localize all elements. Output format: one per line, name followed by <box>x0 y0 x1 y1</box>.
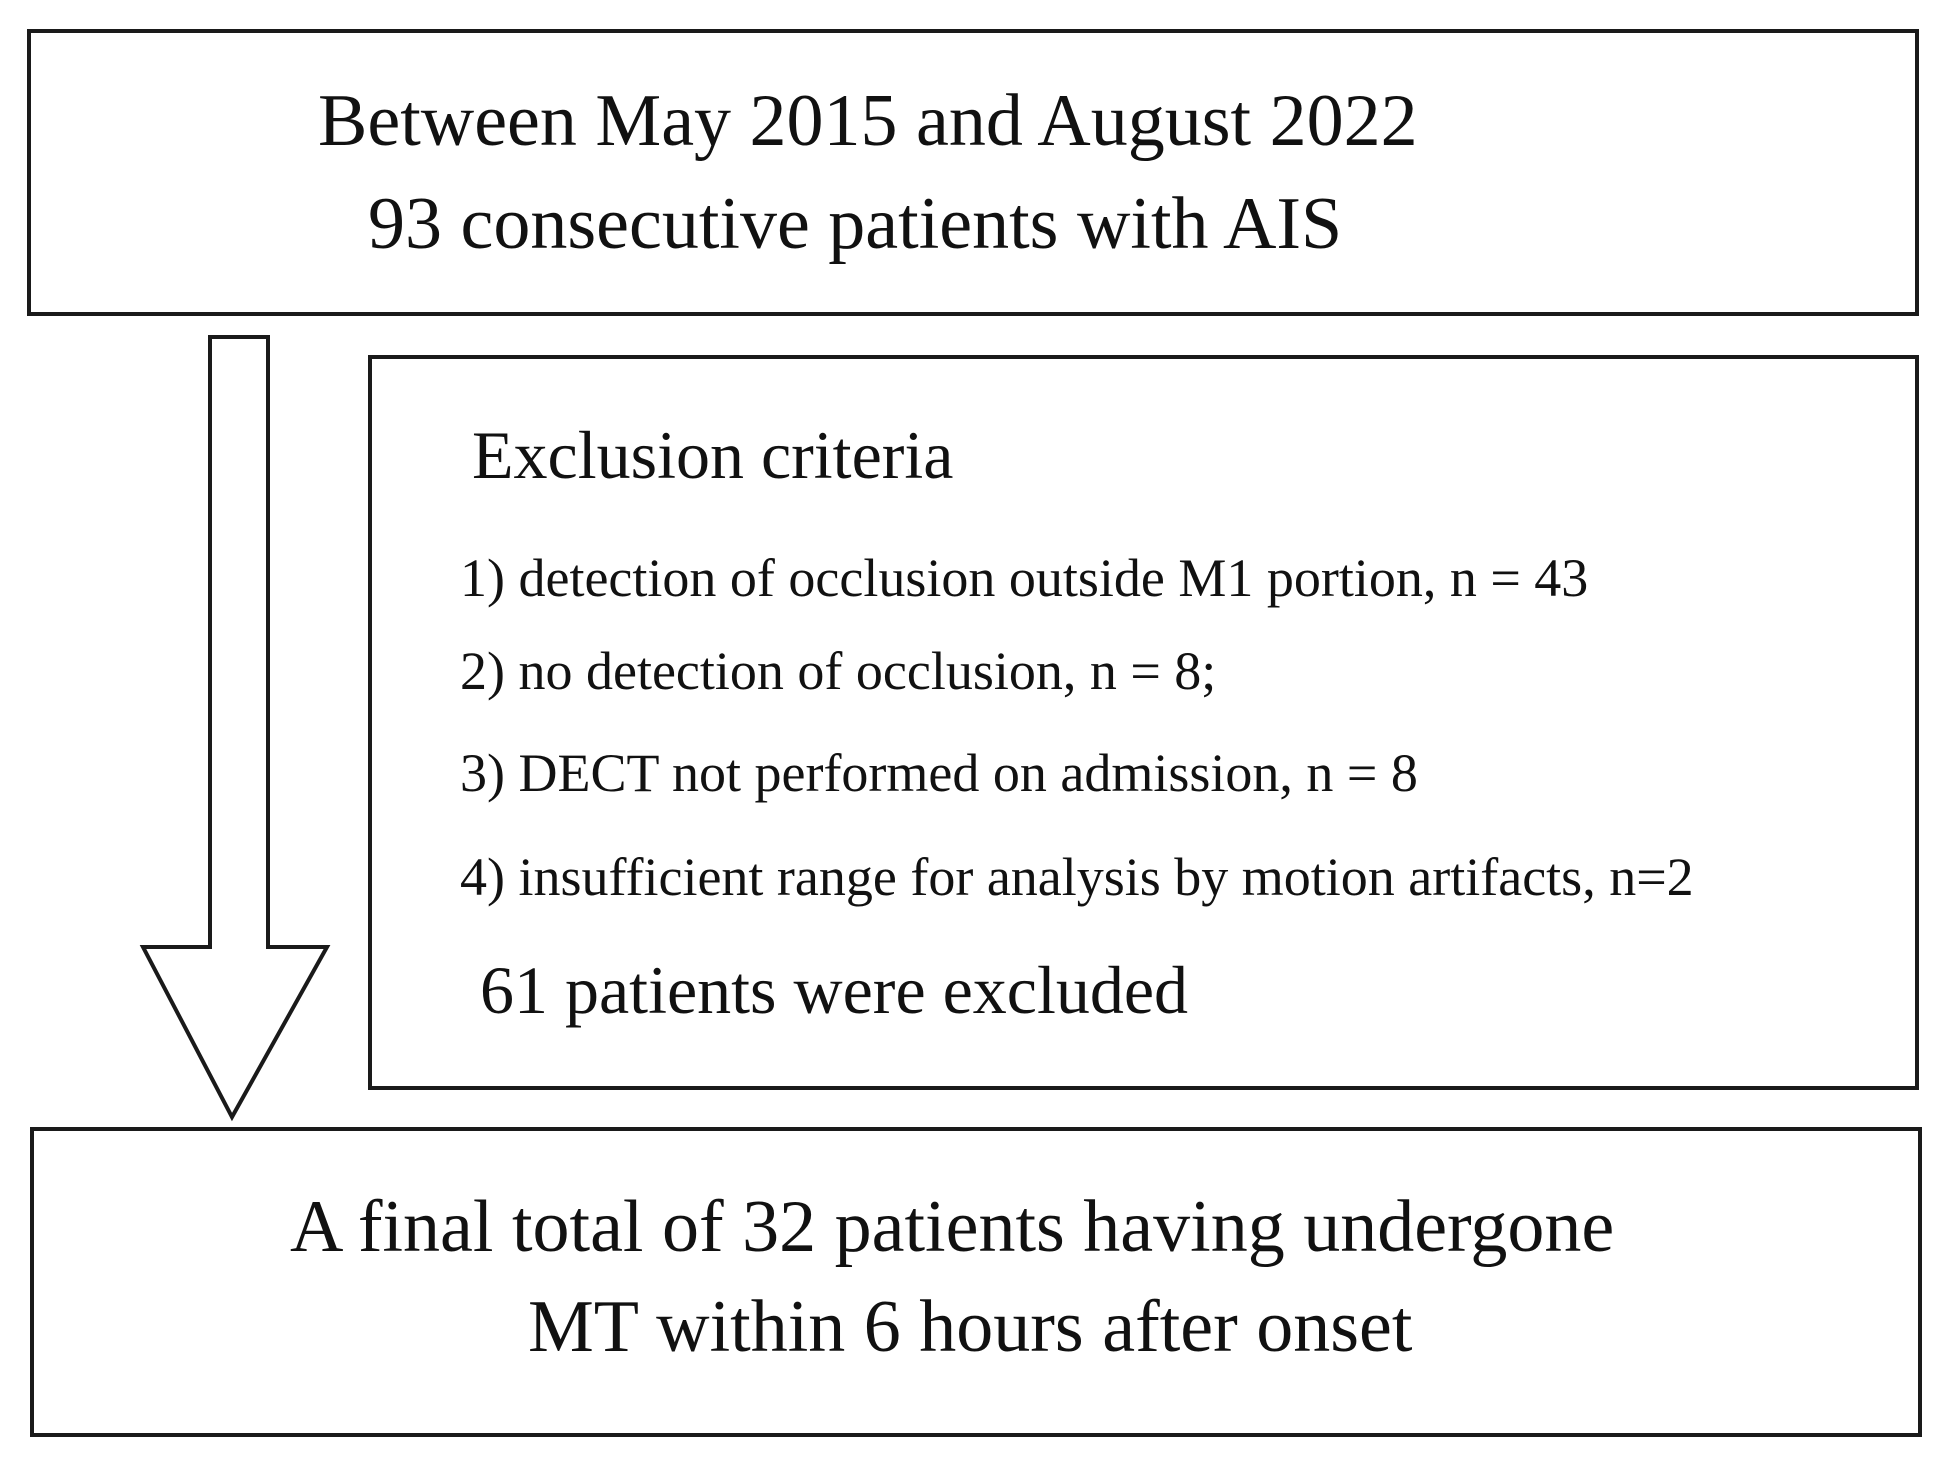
exclusion-item: 3) DECT not performed on admission, n = 8 <box>460 743 1418 803</box>
exclusion-item: 2) no detection of occlusion, n = 8; <box>460 641 1217 701</box>
final-cohort-box <box>30 1127 1922 1437</box>
cohort-count-text: 93 consecutive patients with AIS <box>368 183 1343 265</box>
final-cohort-text-line1: A final total of 32 patients having undergone <box>290 1186 1615 1268</box>
final-cohort-text-line2: MT within 6 hours after onset <box>528 1286 1413 1368</box>
down-arrow-shape <box>143 337 327 1117</box>
exclusion-item: 1) detection of occlusion outside M1 portion, n = 43 <box>460 548 1589 608</box>
cohort-period-text: Between May 2015 and August 2022 <box>318 80 1418 162</box>
exclusion-total-text: 61 patients were excluded <box>480 952 1189 1028</box>
exclusion-item: 4) insufficient range for analysis by motion artifacts, n=2 <box>460 847 1694 907</box>
exclusion-heading: Exclusion criteria <box>472 417 954 493</box>
cohort-box <box>27 29 1919 316</box>
